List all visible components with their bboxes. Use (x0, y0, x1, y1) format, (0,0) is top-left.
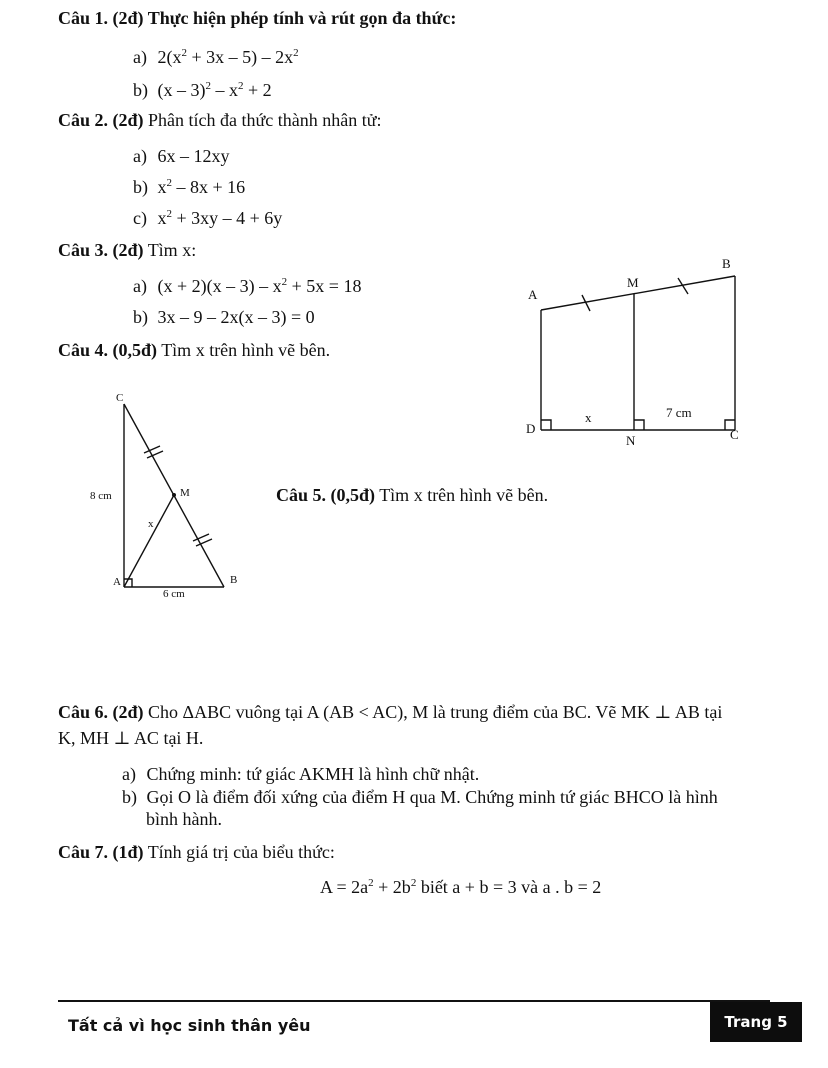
q2-a (133, 146, 230, 167)
q3-b-expr: 3x – 9 – 2x(x – 3) = 0 (157, 307, 315, 327)
footer-divider (58, 1000, 770, 1002)
q2-a-label: a) (133, 146, 147, 166)
q3-a (133, 276, 361, 297)
q1-b-expr: $(x - 3)^2 - x^2 + 2$ (157, 80, 272, 100)
q3-heading (58, 240, 196, 261)
q2-c (133, 208, 282, 229)
q6-b-text-line2: bình hành. (146, 809, 222, 829)
q2-text: Phân tích đa thức thành nhân tử: (143, 110, 382, 130)
q6-heading (58, 702, 722, 723)
tri-tick-2b (196, 539, 212, 546)
q1-title: Câu 1. (2đ) (58, 8, 144, 28)
q2-a-expr: 6x – 12xy (157, 146, 230, 166)
trap-label-m: M (627, 275, 639, 290)
q6-a-label: a) (122, 764, 136, 784)
q5-title: Câu 5. (0,5đ) (276, 485, 376, 505)
tri-label-b: B (230, 574, 238, 586)
tri-label-6cm: 6 cm (163, 588, 185, 600)
trap-tick-1 (582, 295, 590, 311)
trap-label-7cm: 7 cm (666, 405, 692, 420)
q7-expr: $A = 2a^2 + 2b^2$ biết a + b = 3 và a . b = 2 (320, 877, 602, 897)
q1-b (133, 80, 272, 101)
tri-tick-1a (144, 446, 160, 453)
trap-label-a: A (528, 287, 538, 302)
trap-right-angle-d (541, 420, 551, 430)
tri-side-cb (124, 404, 224, 587)
q7-text: Tính giá trị của biểu thức: (143, 842, 335, 862)
trap-label-n: N (626, 433, 636, 448)
q4-text: Tìm x trên hình vẽ bên. (157, 340, 331, 360)
tri-median-am (124, 495, 174, 587)
tri-label-x: x (148, 518, 154, 530)
q7-title: Câu 7. (1đ) (58, 842, 144, 862)
q2-c-expr: $x^2 + 3xy - 4 + 6y$ (157, 208, 283, 228)
trap-right-angle-n (634, 420, 644, 430)
q3-b (133, 307, 315, 328)
q3-text: Tìm x: (143, 240, 197, 260)
q1-text: Thực hiện phép tính và rút gọn đa thức: (143, 8, 457, 28)
q1-a-expr: $2(x^2 + 3x - 5) - 2x^2$ (157, 47, 299, 67)
tri-tick-1b (147, 451, 163, 458)
trap-label-x: x (585, 410, 592, 425)
tri-right-angle-a (124, 579, 132, 587)
q6-text: Cho ΔABC vuông tại A (AB < AC), M là trung điểm của BC. Vẽ MK ⊥ AB tại (143, 702, 723, 722)
q2-title: Câu 2. (2đ) (58, 110, 144, 130)
q1-a (133, 47, 299, 68)
tri-tick-2a (193, 534, 209, 541)
q2-b (133, 177, 245, 198)
q1-a-label: a) (133, 47, 147, 67)
q7-heading (58, 842, 335, 863)
q3-title: Câu 3. (2đ) (58, 240, 144, 260)
q2-c-label: c) (133, 208, 147, 228)
q6-title: Câu 6. (2đ) (58, 702, 144, 722)
trap-label-d: D (526, 421, 536, 436)
q6-b-label: b) (122, 787, 137, 807)
q2-heading (58, 110, 381, 131)
q5-text: Tìm x trên hình vẽ bên. (375, 485, 549, 505)
page-number-badge: Trang 5 (710, 1002, 802, 1042)
q2-b-label: b) (133, 177, 148, 197)
footer-slogan: Tất cả vì học sinh thân yêu (68, 1016, 311, 1035)
q2-b-expr: $x^2 - 8x + 16$ (157, 177, 246, 197)
q3-a-label: a) (133, 276, 147, 296)
q4-title: Câu 4. (0,5đ) (58, 340, 158, 360)
trap-label-b: B (722, 256, 731, 271)
tri-label-m: M (180, 487, 190, 499)
trap-tick-2 (678, 278, 688, 294)
trap-label-c: C (730, 427, 739, 442)
q6-text-line2: K, MH ⊥ AC tại H. (58, 728, 204, 748)
q6-b (122, 787, 718, 808)
q3-a-expr: $(x + 2)(x - 3) - x^2 + 5x = 18$ (157, 276, 362, 296)
q5-heading (276, 485, 548, 506)
q6-b-text: Gọi O là điểm đối xứng của điểm H qua M. Chứng minh tứ giác BHCO là hình (146, 787, 718, 807)
q1-b-label: b) (133, 80, 148, 100)
tri-label-c: C (116, 392, 124, 404)
q1-heading (58, 8, 456, 29)
q4-heading (58, 340, 330, 361)
tri-label-a: A (113, 576, 121, 588)
q3-b-label: b) (133, 307, 148, 327)
q6-a-text: Chứng minh: tứ giác AKMH là hình chữ nhật. (146, 764, 480, 784)
q6-a (122, 764, 479, 785)
tri-label-8cm: 8 cm (90, 490, 112, 502)
tri-point-m (172, 493, 176, 497)
